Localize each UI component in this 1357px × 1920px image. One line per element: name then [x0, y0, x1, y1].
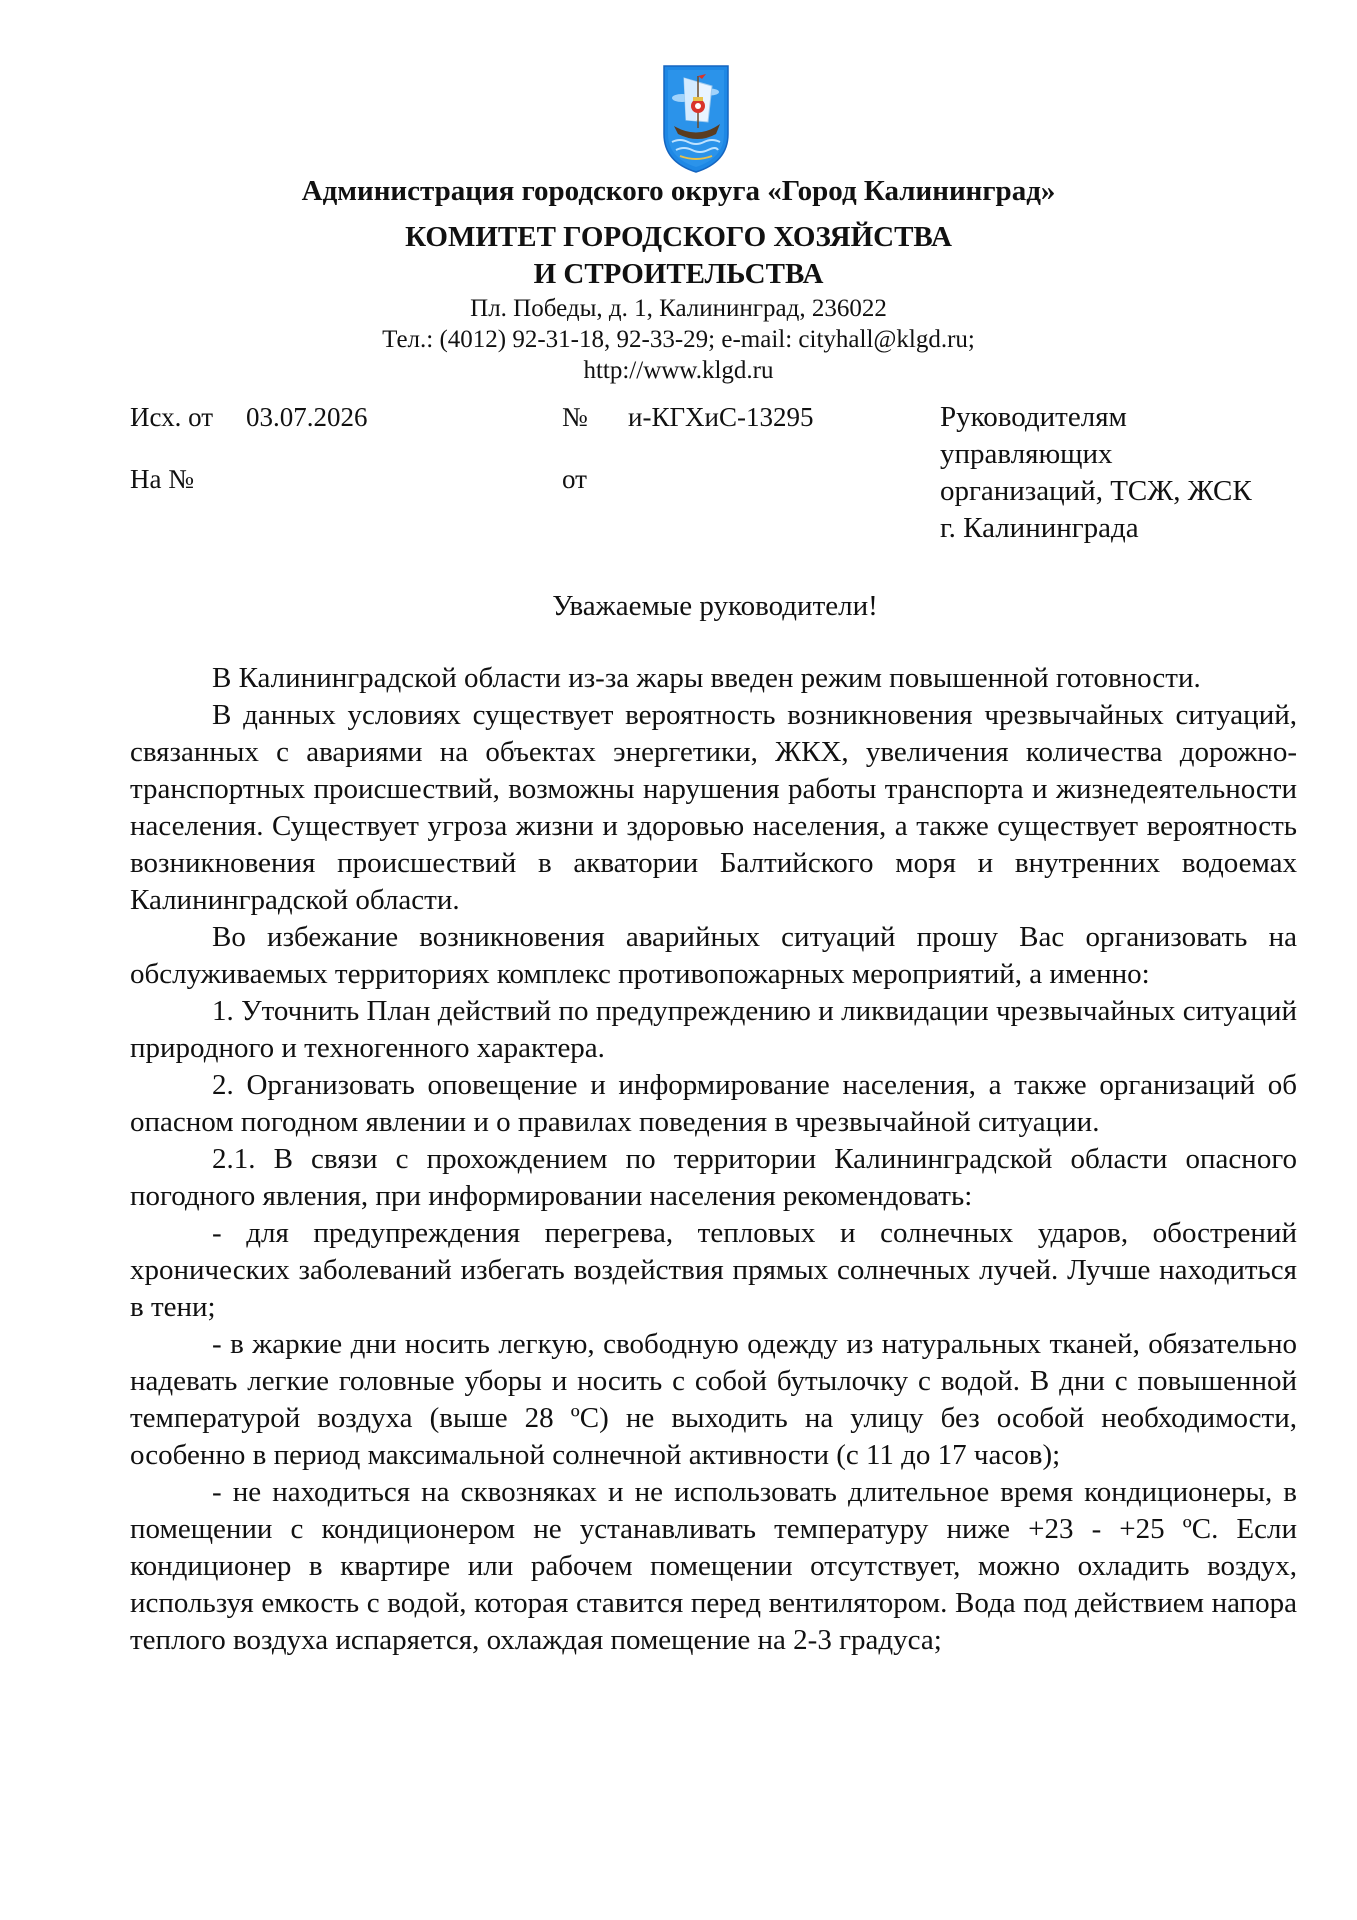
committee-line-1: КОМИТЕТ ГОРОДСКОГО ХОЗЯЙСТВА: [405, 221, 952, 253]
phone-email: Тел.: (4012) 92-31-18, 92-33-29; e-mail: cityhall@klgd.ru;: [382, 326, 975, 353]
paragraph: Во избежание возникновения аварийных ситуаций прошу Вас организовать на обслуживаемых территориях комплекс противопожарных мероприятий, а именно:: [130, 921, 1297, 990]
paragraph: - для предупреждения перегрева, тепловых и солнечных ударов, обострений хронических заболеваний избегать воздействия прямых солнечных лучей. Лучше находиться в тени;: [130, 1217, 1297, 1323]
paragraph: 2. Организовать оповещение и информирование населения, а также организаций об опасном погодном явлении и о правилах поведения в чрезвычайной ситуации.: [130, 1069, 1297, 1138]
committee-name: [0, 219, 1357, 293]
outgoing-date: 03.07.2026: [246, 402, 368, 432]
paragraph: 1. Уточнить План действий по предупреждению и ликвидации чрезвычайных ситуаций природного и техногенного характера.: [130, 995, 1297, 1064]
addressee-line: управляющих: [940, 438, 1113, 470]
paragraph: В данных условиях существует вероятность возникновения чрезвычайных ситуаций, связанных с авариями на объектах энергетики, ЖКХ, увеличения количества дорожно-транспортных происшествий, возможны нарушения работы транспорта и жизнедеятельности населения. Существует угроза жизни и здоровью населения, а также существует вероятность возникновения происшествий в акватории Балтийского моря и внутренних водоемах Калининградской области.: [130, 699, 1297, 916]
document-number: и-КГХиС-13295: [628, 402, 814, 432]
city-coat-of-arms-icon: [662, 64, 730, 174]
paragraph: - не находиться на сквозняках и не использовать длительное время кондиционеры, в помещении с кондиционером не устанавливать температуру ниже +23 - +25 ºС. Если кондиционер в квартире или рабочем помещении отсутствует, можно охладить воздух, используя емкость с водой, которая ставится перед вентилятором. Вода под действием напора теплого воздуха испаряется, охлаждая помещение на 2-3 градуса;: [130, 1476, 1297, 1656]
addressee-line: Руководителям: [940, 401, 1127, 433]
number-label: №: [562, 402, 588, 432]
addressee-line: г. Калининграда: [940, 512, 1139, 544]
committee-line-2: И СТРОИТЕЛЬСТВА: [533, 258, 824, 290]
paragraph: - в жаркие дни носить легкую, свободную одежду из натуральных тканей, обязательно надевать легкие головные уборы и носить с собой бутылочку с водой. В дни с повышенной температурой воздуха (выше 28 ºС) не выходить на улицу без особой необходимости, особенно в период максимальной солнечной активности (с 11 до 17 часов);: [130, 1328, 1297, 1471]
reference-label: На №: [130, 464, 194, 494]
addressee-block: [940, 399, 1252, 547]
paragraph: В Калининградской области из-за жары введен режим повышенной готовности.: [212, 662, 1201, 694]
website: http://www.klgd.ru: [583, 357, 774, 384]
paragraph: 2.1. В связи с прохождением по территории Калининградской области опасного погодного явления, при информировании населения рекомендовать:: [130, 1143, 1297, 1212]
outgoing-label: Исх. от: [130, 402, 214, 432]
salutation: Уважаемые руководители!: [552, 590, 878, 622]
administration-name: Администрация городского округа «Город Калининград»: [301, 175, 1056, 207]
postal-address: Пл. Победы, д. 1, Калининград, 236022: [470, 295, 887, 322]
letter-body: [130, 660, 1297, 1659]
addressee-line: организаций, ТСЖ, ЖСК: [940, 475, 1252, 507]
reference-from-label: от: [562, 464, 587, 494]
contact-block: [0, 293, 1357, 386]
